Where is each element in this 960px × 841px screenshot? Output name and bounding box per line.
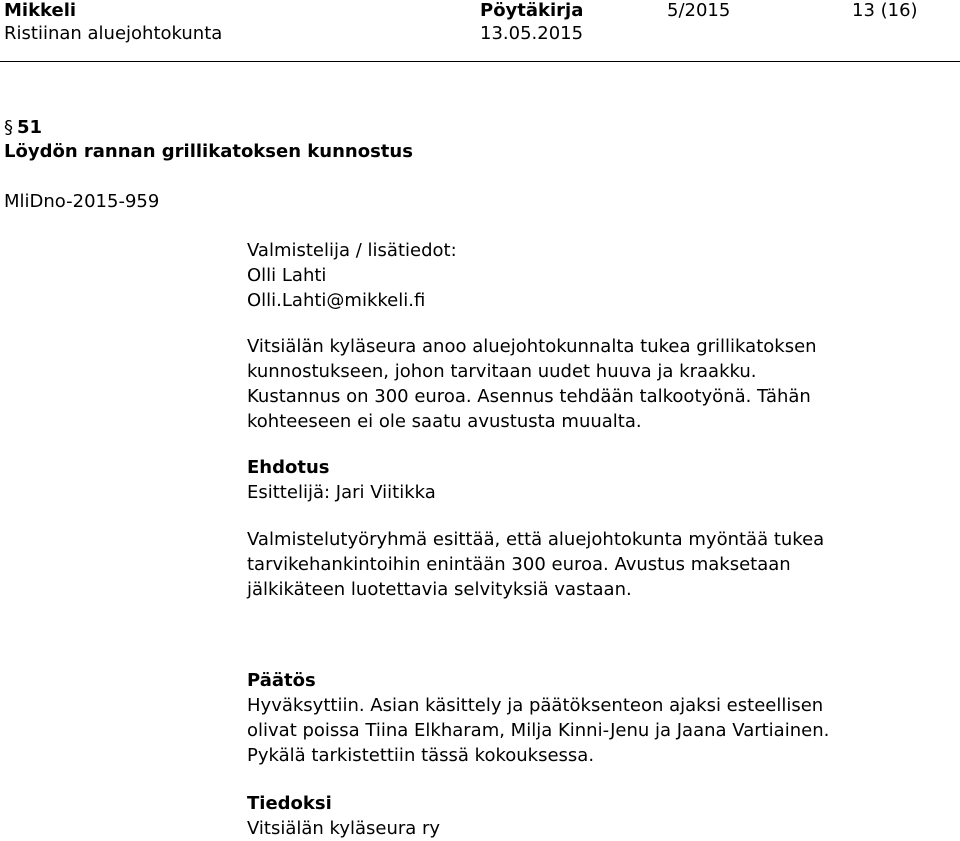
preparer-email: Olli.Lahti@mikkeli.fi <box>247 290 426 311</box>
decision-line: olivat poissa Tiina Elkharam, Milja Kinni-Jenu ja Jaana Vartiainen. <box>247 720 830 741</box>
section-number <box>4 116 42 140</box>
preparer-name: Olli Lahti <box>247 265 327 286</box>
page-number: 13 (16) <box>852 0 918 21</box>
organization-name: Mikkeli <box>4 0 77 21</box>
information-heading: Tiedoksi <box>247 793 332 814</box>
section-number-value: 51 <box>17 117 43 138</box>
information-recipient: Vitsiälän kyläseura ry <box>247 818 441 839</box>
preparer-label: Valmistelija / lisätiedot: <box>247 240 457 261</box>
diary-number: MliDno-2015-959 <box>4 191 160 212</box>
background-line: kunnostukseen, johon tarvitaan uudet huuva ja kraakku. <box>247 361 757 382</box>
background-line: kohteeseen ei ole saatu avustusta muualta. <box>247 411 642 432</box>
decision-line: Hyväksyttiin. Asian käsittely ja päätöksenteon ajaksi esteellisen <box>247 695 824 716</box>
proposal-line: tarvikehankintoihin enintään 300 euroa. Avustus maksetaan <box>247 554 791 575</box>
proposal-presenter: Esittelijä: Jari Viitikka <box>247 482 436 503</box>
document-number: 5/2015 <box>667 0 731 21</box>
preparer-block <box>247 238 947 313</box>
background-line: Kustannus on 300 euroa. Asennus tehdään talkootyönä. Tähän <box>247 386 811 407</box>
proposal-heading: Ehdotus <box>247 457 330 478</box>
paragraph-symbol: § <box>4 117 13 138</box>
unit-name: Ristiinan aluejohtokunta <box>4 23 223 44</box>
decision-line: Pykälä tarkistettiin tässä kokouksessa. <box>247 745 595 766</box>
meeting-date: 13.05.2015 <box>480 23 584 44</box>
decision-text <box>247 693 947 768</box>
document-type: Pöytäkirja <box>480 0 584 21</box>
decision-heading: Päätös <box>247 670 316 691</box>
proposal-text <box>247 527 947 602</box>
background-text <box>247 334 947 434</box>
proposal-line: jälkikäteen luotettavia selvityksiä vastaan. <box>247 579 632 600</box>
background-line: Vitsiälän kyläseura anoo aluejohtokunnalta tukea grillikatoksen <box>247 336 817 357</box>
section-title: Löydön rannan grillikatoksen kunnostus <box>4 141 413 162</box>
header-divider <box>0 61 960 62</box>
proposal-line: Valmistelutyöryhmä esittää, että aluejohtokunta myöntää tukea <box>247 529 825 550</box>
